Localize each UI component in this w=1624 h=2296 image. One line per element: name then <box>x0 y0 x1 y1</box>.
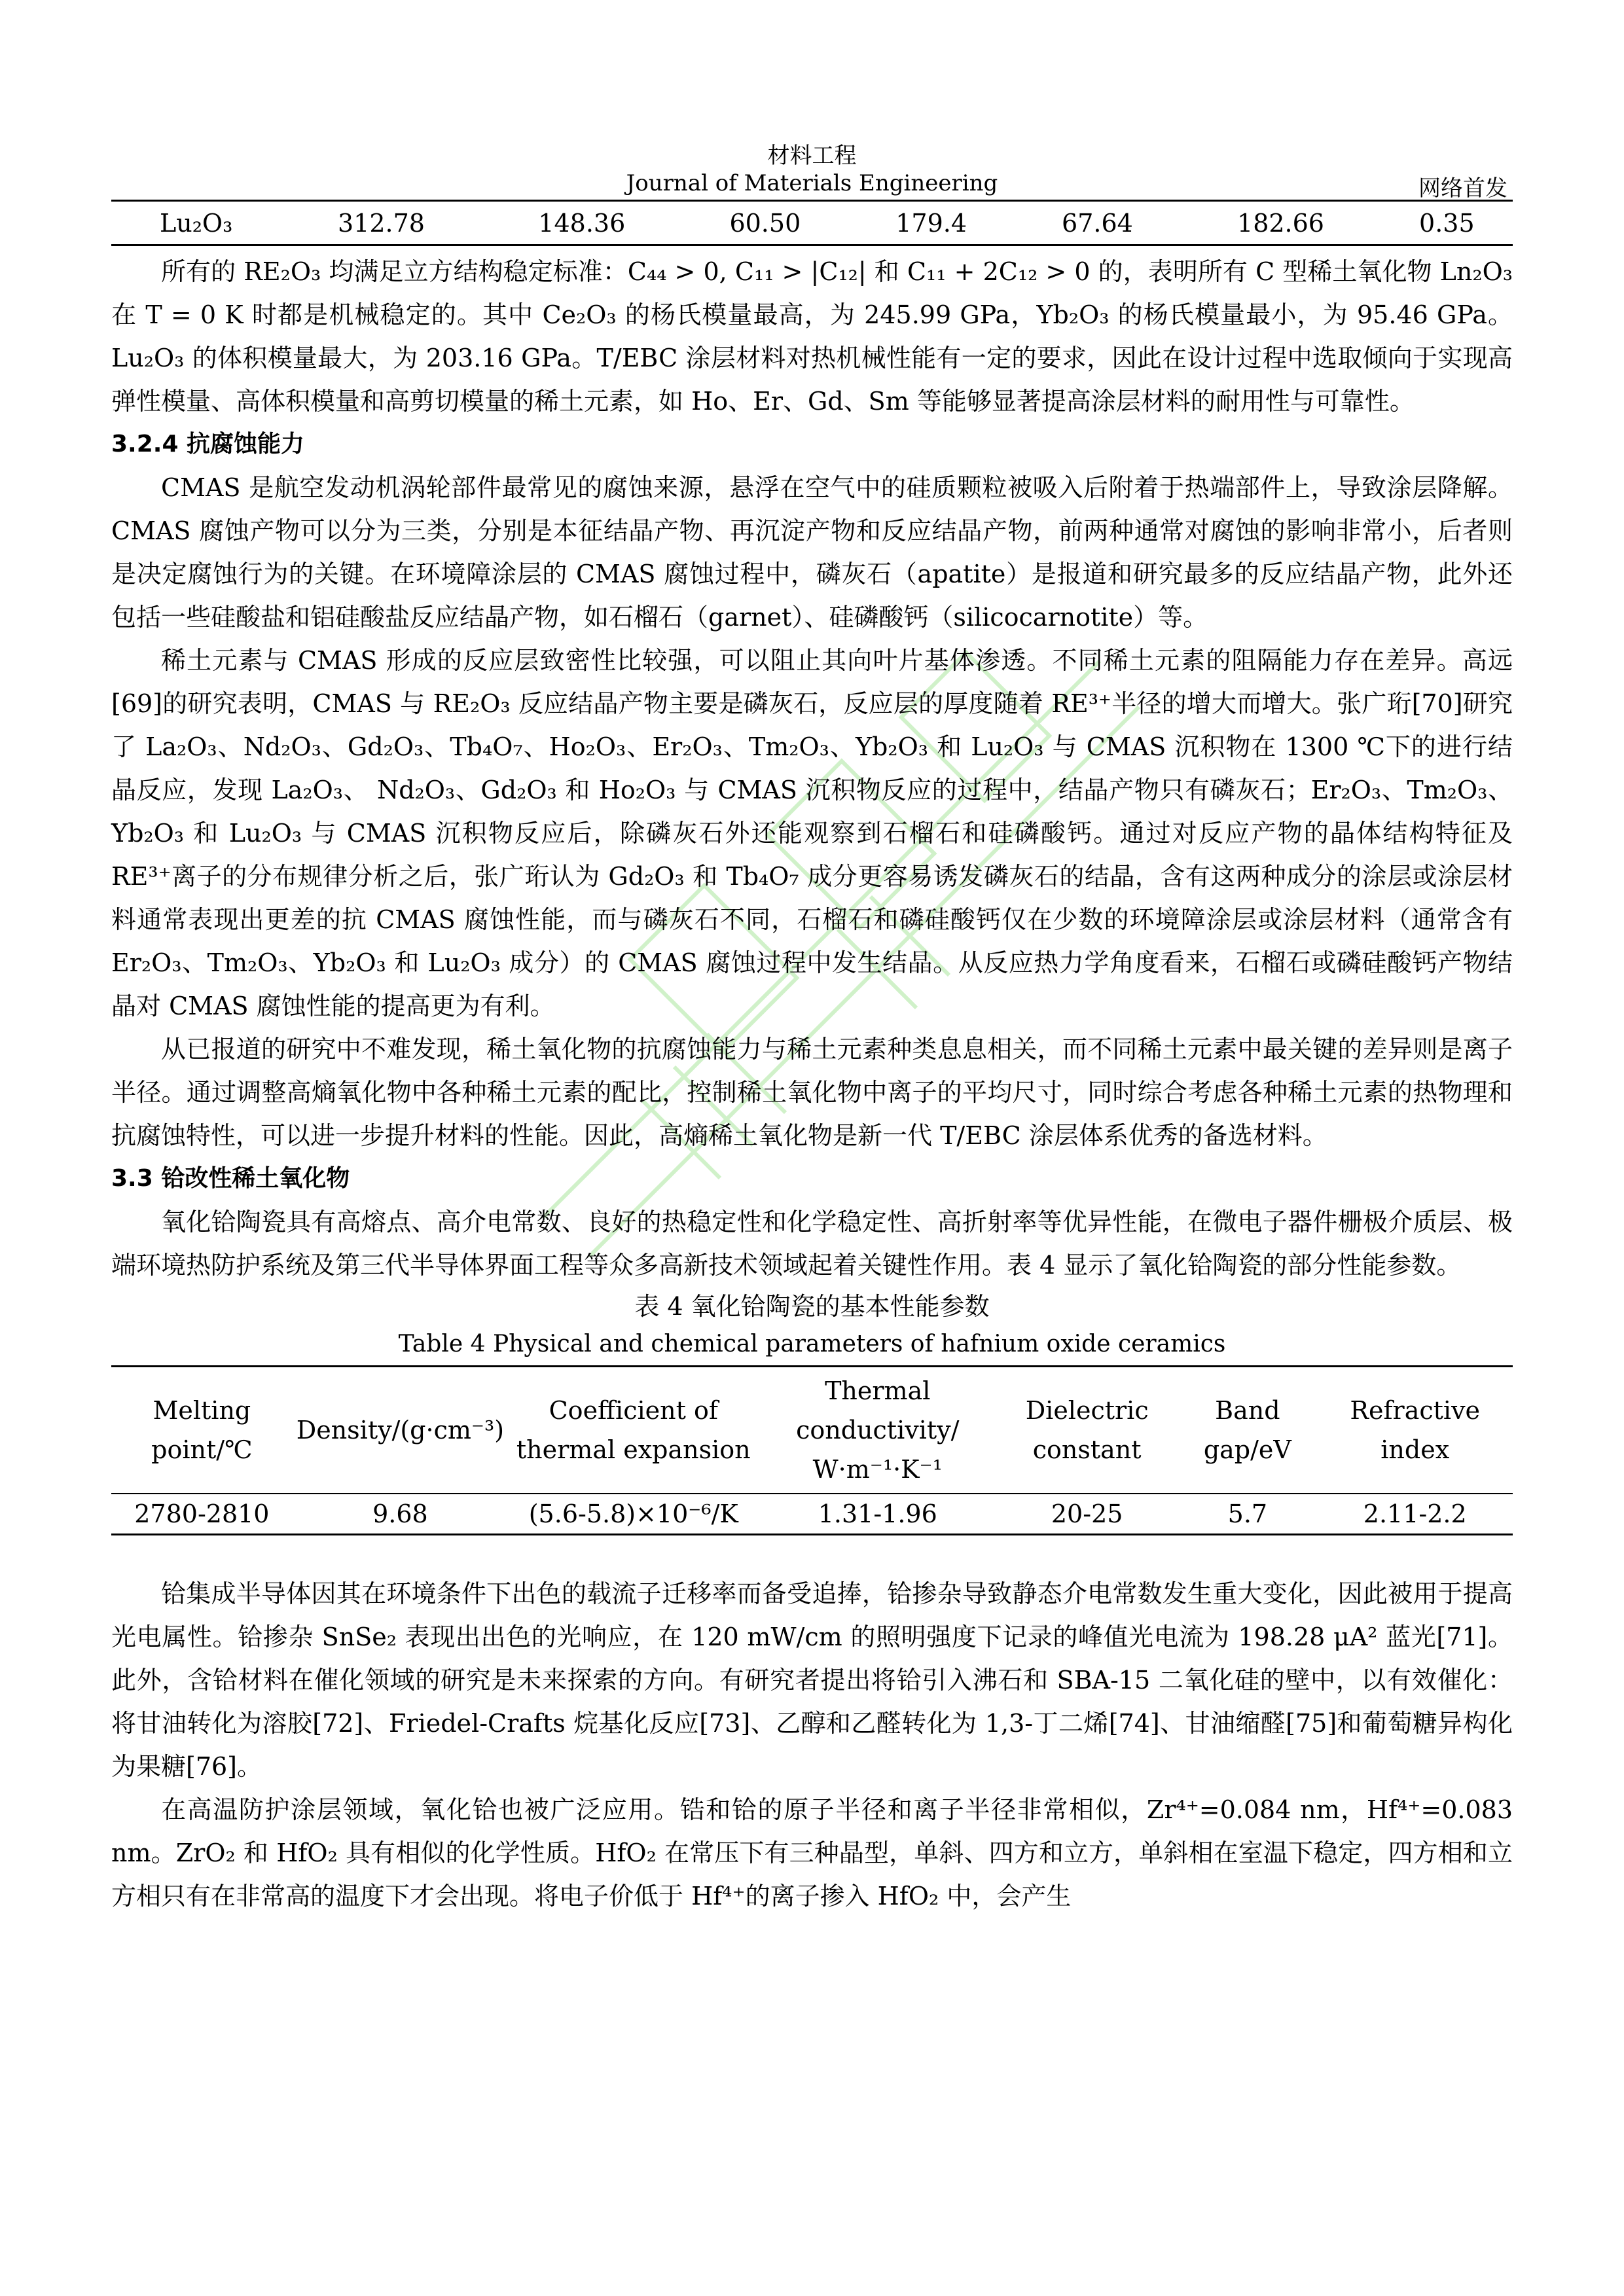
table-cell: Lu₂O₃ <box>159 209 233 238</box>
table-cell: 1.31-1.96 <box>818 1499 937 1528</box>
section-heading: 3.2.4 抗腐蚀能力 <box>111 431 305 457</box>
table-cell: 60.50 <box>729 209 801 238</box>
journal-name-en: Journal of Materials Engineering <box>626 170 998 196</box>
column-header: Coefficient of thermal expansion <box>508 1367 759 1494</box>
column-header: Density/(g·cm⁻³) <box>293 1367 508 1494</box>
table-caption-en: Table 4 Physical and chemical parameters of hafnium oxide ceramics <box>398 1331 1226 1357</box>
column-header: Melting point/℃ <box>111 1367 293 1494</box>
running-header <box>111 0 1513 200</box>
table-cell: (5.6-5.8)×10⁻⁶/K <box>528 1499 738 1528</box>
paragraph: 氧化铪陶瓷具有高熔点、高介电常数、良好的热稳定性和化学稳定性、高折射率等优异性能，在微电子器件栅极介质层、极端环境热防护系统及第三代半导体界面工程等众多高新技术领域起着关键性作用。表 4 显示了氧化铪陶瓷的部分性能参数。 <box>111 1208 1513 1280</box>
table-cell: 67.64 <box>1062 209 1133 238</box>
paragraph: CMAS 是航空发动机涡轮部件最常见的腐蚀来源，悬浮在空气中的硅质颗粒被吸入后附着于热端部件上，导致涂层降解。CMAS 腐蚀产物可以分为三类，分别是本征结晶产物、再沉淀产物和反应结晶产物，前两种通常对腐蚀的影响非常小，后者则是决定腐蚀行为的关键。在环境障涂层的 CMAS 腐蚀过程中，磷灰石（apatite）是报道和研究最多的反应结晶产物，此外还包括一些硅酸盐和铝硅酸盐反应结晶产物，如石榴石（garnet）、硅磷酸钙（silicocarnotite）等。 <box>111 473 1513 632</box>
table-cell: 179.4 <box>895 209 967 238</box>
paragraph: 所有的 RE₂O₃ 均满足立方结构稳定标准：C₄₄ > 0, C₁₁ > |C₁₂| 和 C₁₁ + 2C₁₂ > 0 的，表明所有 C 型稀土氧化物 Ln₂O₃ 在 T = 0 K 时都是机械稳定的。其中 Ce₂O₃ 的杨氏模量最高，为 245.99 GPa，Yb₂O₃ 的杨氏模量最小，为 95.46 GPa。Lu₂O₃ 的体积模量最大，为 203.16 GPa。T/EBC 涂层材料对热机械性能有一定的要求，因此在设计过程中选取倾向于实现高弹性模量、高体积模量和高剪切模量的稀土元素，如 Ho、Er、Gd、Sm 等能够显著提高涂层材料的耐用性与可靠性。 <box>111 257 1513 416</box>
table-row <box>111 200 1513 245</box>
table-cell: 2780-2810 <box>134 1499 270 1528</box>
table-caption-cn: 表 4 氧化铪陶瓷的基本性能参数 <box>634 1292 990 1321</box>
column-header: Thermal conductivity/ W·m⁻¹·K⁻¹ <box>759 1367 996 1494</box>
table-cell: 148.36 <box>538 209 626 238</box>
table-cell: 5.7 <box>1227 1499 1268 1528</box>
paragraph: 在高温防护涂层领域，氧化铪也被广泛应用。锆和铪的原子半径和离子半径非常相似，Zr⁴⁺=0.084 nm，Hf⁴⁺=0.083 nm。ZrO₂ 和 HfO₂ 具有相似的化学性质。HfO₂ 在常压下有三种晶型，单斜、四方和立方，单斜相在室温下稳定，四方相和立方相只有在非常高的温度下才会出现。将电子价低于 Hf⁴⁺的离子掺入 HfO₂ 中，会产生 <box>111 1795 1513 1910</box>
table3-continuation <box>111 200 1513 246</box>
header-rule <box>111 200 1513 202</box>
column-header: Band gap/eV <box>1178 1367 1317 1494</box>
section-heading: 3.3 铪改性稀土氧化物 <box>111 1165 350 1192</box>
table-cell: 0.35 <box>1419 209 1475 238</box>
journal-name-cn: 材料工程 <box>767 143 857 169</box>
table4 <box>111 1365 1513 1535</box>
page <box>111 0 1513 1918</box>
table-header-row <box>111 1367 1513 1494</box>
column-header: Refractive index <box>1317 1367 1513 1494</box>
paragraph: 稀土元素与 CMAS 形成的反应层致密性比较强，可以阻止其向叶片基体渗透。不同稀土元素的阻隔能力存在差异。高远[69]的研究表明，CMAS 与 RE₂O₃ 反应结晶产物主要是磷灰石，反应层的厚度随着 RE³⁺半径的增大而增大。张广珩[70]研究了 La₂O₃、Nd₂O₃、Gd₂O₃、Tb₄O₇、Ho₂O₃、Er₂O₃、Tm₂O₃、Yb₂O₃ 和 Lu₂O₃ 与 CMAS 沉积物在 1300 ℃下的进行结晶反应，发现 La₂O₃、 Nd₂O₃、Gd₂O₃ 和 Ho₂O₃ 与 CMAS 沉积物反应的过程中，结晶产物只有磷灰石；Er₂O₃、Tm₂O₃、Yb₂O₃ 和 Lu₂O₃ 与 CMAS 沉积物反应后，除磷灰石外还能观察到石榴石和硅磷酸钙。通过对反应产物的晶体结构特征及 RE³⁺离子的分布规律分析之后，张广珩认为 Gd₂O₃ 和 Tb₄O₇ 成分更容易诱发磷灰石的结晶，含有这两种成分的涂层或涂层材料通常表现出更差的抗 CMAS 腐蚀性能，而与磷灰石不同，石榴石和磷硅酸钙仅在少数的环境障涂层或涂层材料（通常含有 Er₂O₃、Tm₂O₃、Yb₂O₃ 和 Lu₂O₃ 成分）的 CMAS 腐蚀过程中发生结晶。从反应热力学角度看来，石榴石或磷硅酸钙产物结晶对 CMAS 腐蚀性能的提高更为有利。 <box>111 646 1513 1020</box>
table-row <box>111 1494 1513 1535</box>
column-header: Dielectric constant <box>996 1367 1178 1494</box>
table-cell: 20-25 <box>1051 1499 1123 1528</box>
table-cell: 9.68 <box>372 1499 428 1528</box>
online-first-label: 网络首发 <box>1418 175 1507 202</box>
paragraph: 铪集成半导体因其在环境条件下出色的载流子迁移率而备受追捧，铪掺杂导致静态介电常数发生重大变化，因此被用于提高光电属性。铪掺杂 SnSe₂ 表现出出色的光响应，在 120 mW/cm 的照明强度下记录的峰值光电流为 198.28 μA² 蓝光[71]。此外，含铪材料在催化领域的研究是未来探索的方向。有研究者提出将铪引入沸石和 SBA-15 二氧化硅的壁中，以有效催化：将甘油转化为溶胶[72]、Friedel-Crafts 烷基化反应[73]、乙醇和乙醛转化为 1,3-丁二烯[74]、甘油缩醛[75]和葡萄糖异构化为果糖[76]。 <box>111 1579 1513 1781</box>
table-cell: 2.11-2.2 <box>1363 1499 1467 1528</box>
paragraph: 从已报道的研究中不难发现，稀土氧化物的抗腐蚀能力与稀土元素种类息息相关，而不同稀土元素中最关键的差异则是离子半径。通过调整高熵氧化物中各种稀土元素的配比，控制稀土氧化物中离子的平均尺寸，同时综合考虑各种稀土元素的热物理和抗腐蚀特性，可以进一步提升材料的性能。因此，高熵稀土氧化物是新一代 T/EBC 涂层体系优秀的备选材料。 <box>111 1035 1513 1150</box>
table-cell: 312.78 <box>337 209 425 238</box>
table-cell: 182.66 <box>1237 209 1324 238</box>
